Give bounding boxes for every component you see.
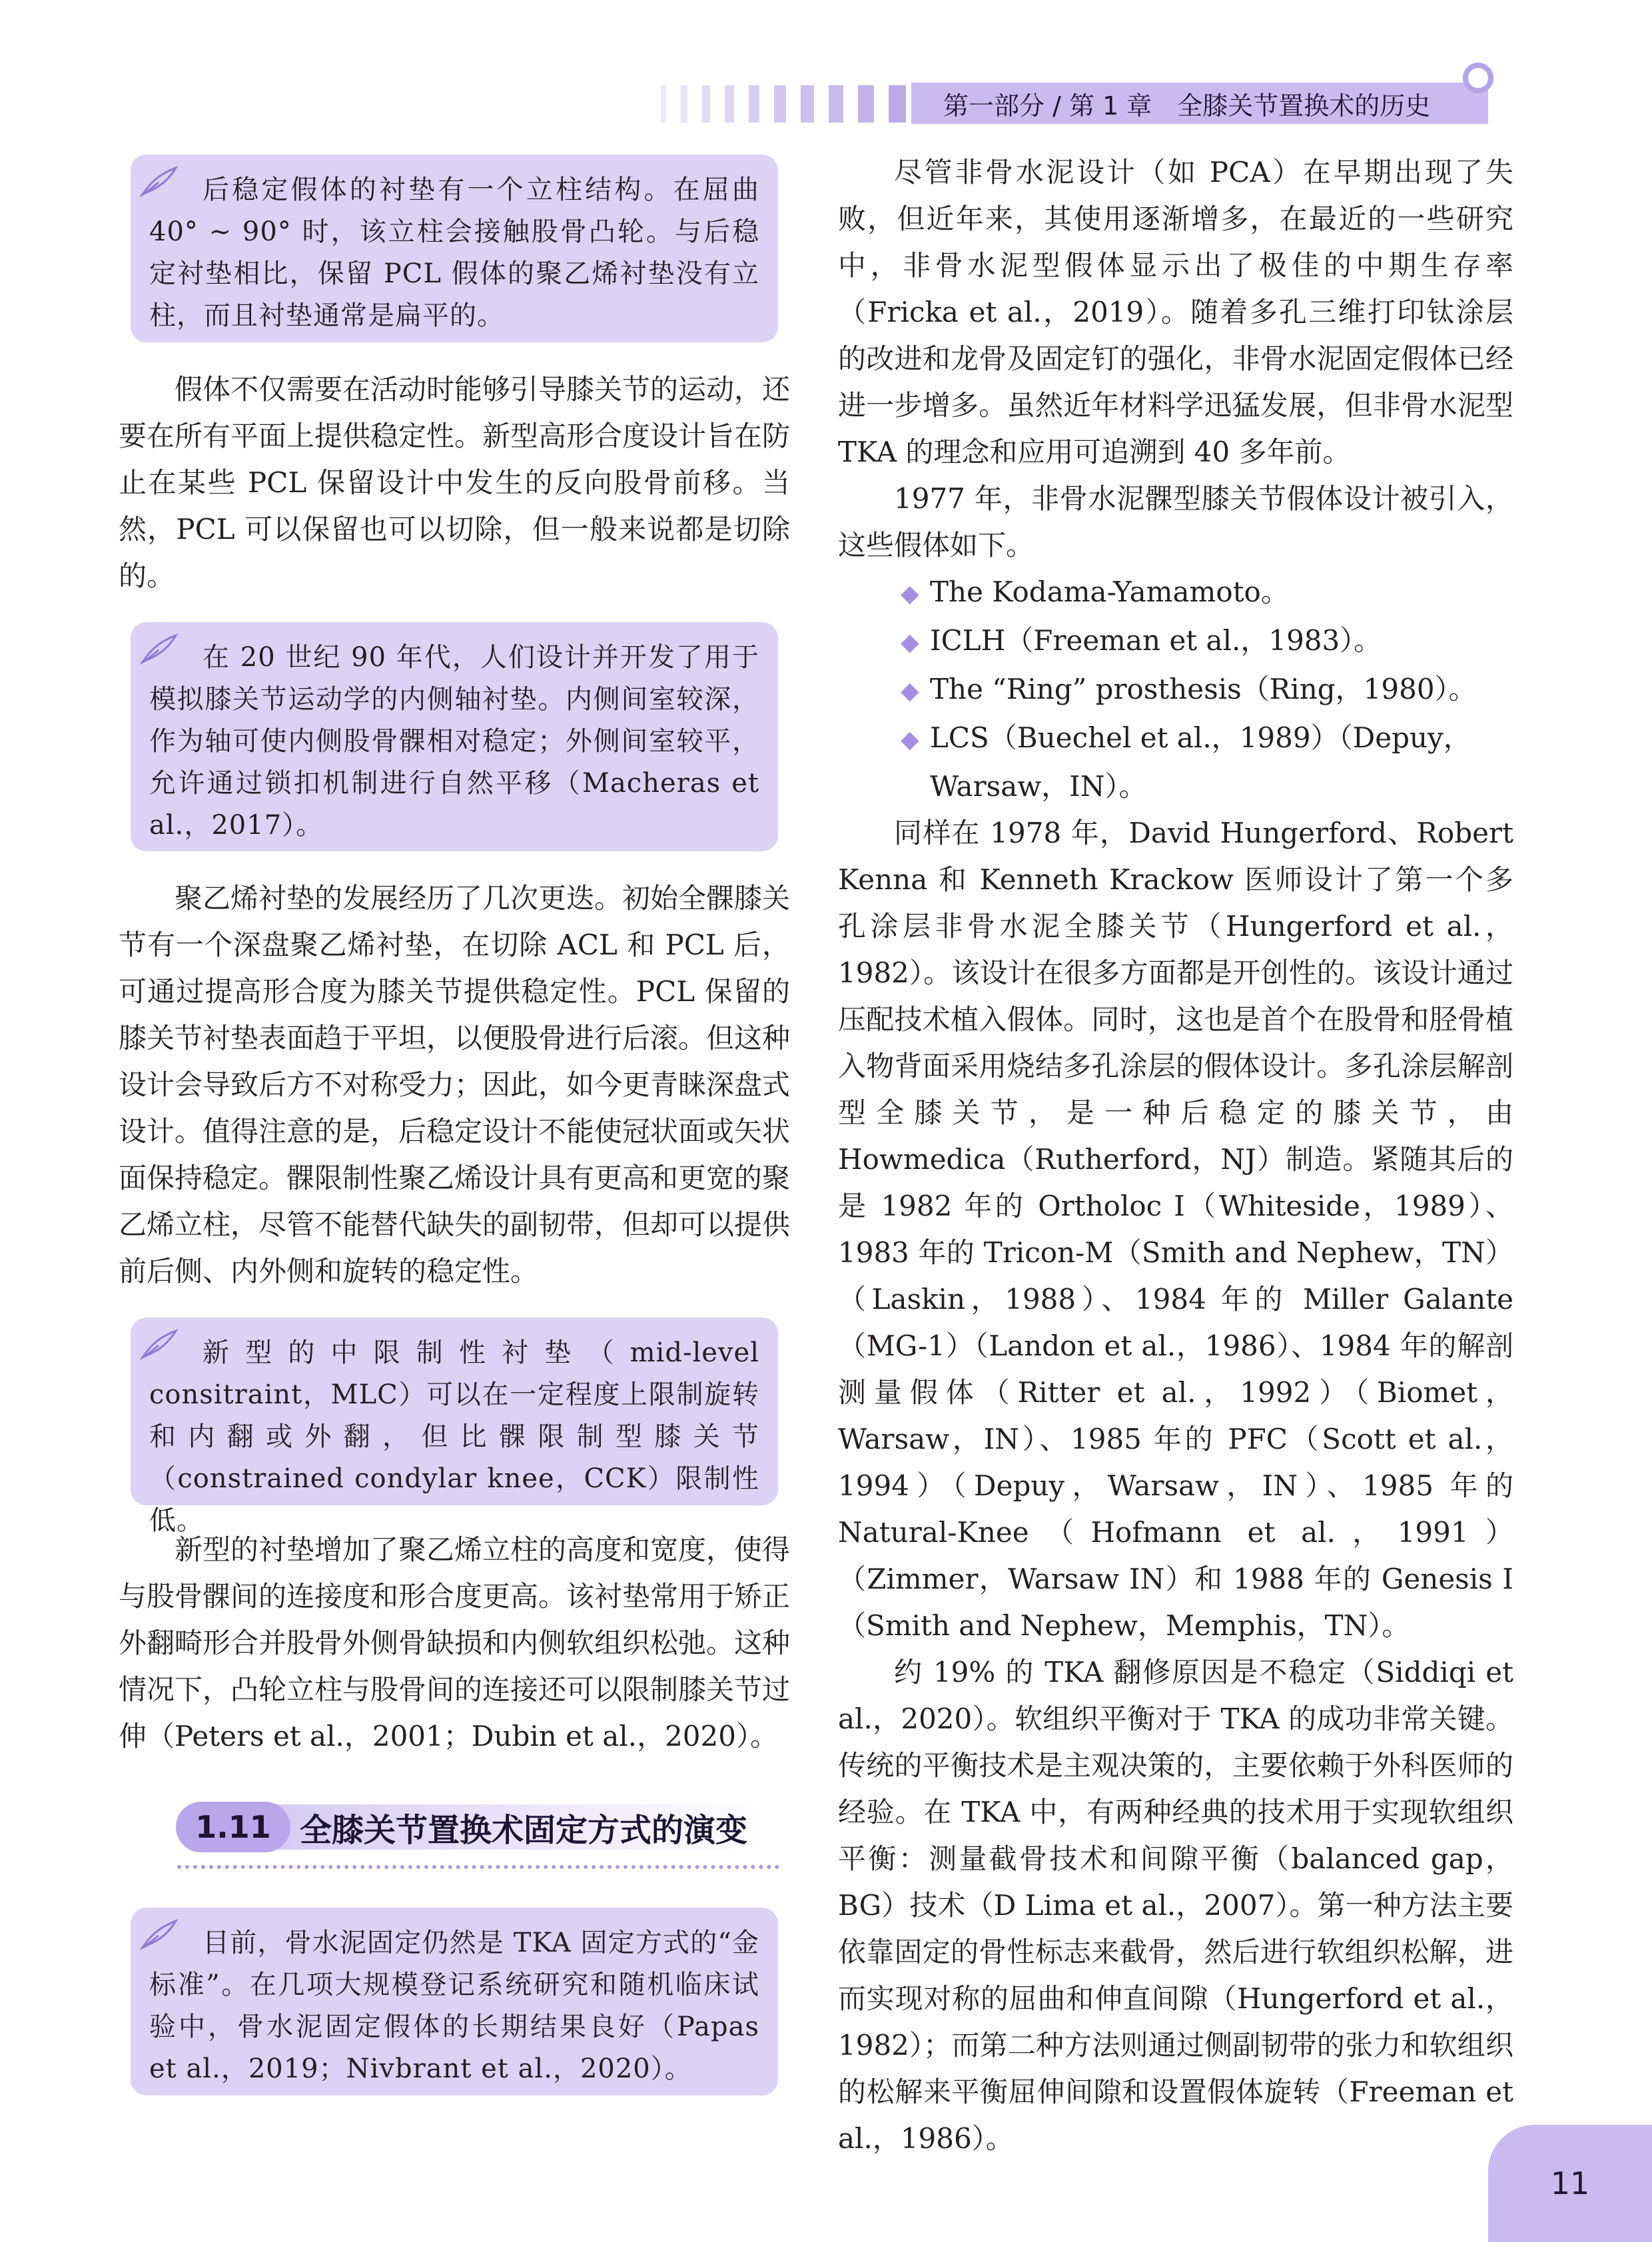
list-item: ◆ LCS（Buechel et al.，1989）（Depuy，Warsaw，IN）。 — [838, 715, 1513, 810]
list-item: ◆ The “Ring” prosthesis（Ring，1980）。 — [838, 666, 1513, 715]
paragraph: 尽管非骨水泥设计（如 PCA）在早期出现了失败，但近年来，其使用逐渐增多，在最近的一些研究中，非骨水泥型假体显示出了极佳的中期生存率（Fricka et al.，2019）。随着多孔三维打印钛涂层的改进和龙骨及固定钉的强化，非骨水泥固定假体已经进一步增多。虽然近年材料学迅猛发展，但非骨水泥型 TKA 的理念和应用可追溯到 40 多年前。 — [838, 156, 1513, 468]
diamond-bullet-icon: ◆ — [901, 726, 919, 753]
feather-icon — [139, 163, 181, 200]
note-box-4 — [131, 1908, 778, 2095]
left-para-1-wrap — [119, 366, 790, 599]
note-box-1 — [131, 155, 778, 342]
note-text: 新型的中限制性衬垫（mid-level consitraint，MLC）可以在一定程度上限制旋转和内翻或外翻，但比髁限制型膝关节（constrained condylar knee，CCK）限制性低。 — [149, 1337, 759, 1536]
note-text: 目前，骨水泥固定仍然是 TKA 固定方式的“金标准”。在几项大规模登记系统研究和随机临床试验中，骨水泥固定假体的长期结果良好（Papas et al.，2019；Nivbrant et al.，2020）。 — [149, 1928, 759, 2084]
paragraph: 同样在 1978 年，David Hungerford、Robert Kenna 和 Kenneth Krackow 医师设计了第一个多孔涂层非骨水泥全膝关节（Hungerford et al.，1982）。该设计在很多方面都是开创性的。该设计通过压配技术植入假体。同时，这也是首个在股骨和胫骨植入物背面采用烧结多孔涂层的假体设计。多孔涂层解剖型全膝关节，是一种后稳定的膝关节，由 Howmedica（Rutherford，NJ）制造。紧随其后的是 1982 年的 Ortholoc I（Whiteside，1989）、1983 年的 Tricon-M（Smith and Nephew，TN）（Laskin，1988）、1984 年的 Miller Galante（MG-1）（Landon et al.，1986）、1984 年的解剖测量假体（Ritter et al.，1992）（Biomet，Warsaw，IN）、1985 年的 PFC（Scott et al.，1994）（Depuy，Warsaw，IN）、1985 年的 Natural-Knee（Hofmann et al.，1991）（Zimmer，Warsaw IN）和 1988 年的 Genesis I（Smith and Nephew，Memphis，TN）。 — [838, 817, 1513, 1642]
note-text: 后稳定假体的衬垫有一个立柱结构。在屈曲 40° ~ 90° 时，该立柱会接触股骨凸轮。与后稳定衬垫相比，保留 PCL 假体的聚乙烯衬垫没有立柱，而且衬垫通常是扁平的。 — [149, 175, 759, 331]
paragraph: 约 19% 的 TKA 翻修原因是不稳定（Siddiqi et al.，2020）。软组织平衡对于 TKA 的成功非常关键。传统的平衡技术是主观决策的，主要依赖于外科医师的经验。在 TKA 中，有两种经典的技术用于实现软组织平衡：测量截骨技术和间隙平衡（balanced gap，BG）技术（D Lima et al.，2007）。第一种方法主要依靠固定的骨性标志来截骨，然后进行软组织松解，进而实现对称的屈曲和伸直间隙（Hungerford et al.，1982）；而第二种方法则通过侧副韧带的张力和软组织的松解来平衡屈伸间隙和设置假体旋转（Freeman et al.，1986）。 — [838, 1656, 1513, 2155]
feather-icon — [139, 1916, 181, 1953]
diamond-bullet-icon: ◆ — [901, 677, 919, 705]
section-heading — [176, 1802, 789, 1852]
note-box-3 — [131, 1317, 778, 1536]
header-stripes — [661, 85, 914, 123]
section-divider — [177, 1865, 779, 1869]
running-header — [911, 83, 1488, 124]
paragraph: 新型的衬垫增加了聚乙烯立柱的高度和宽度，使得与股骨髁间的连接度和形合度更高。该衬垫常用于矫正外翻畸形合并股骨外侧骨缺损和内侧软组织松弛。这种情况下，凸轮立柱与股骨间的连接还可以限制膝关节过伸（Peters et al.，2001；Dubin et al.，2020）。 — [119, 1533, 791, 1752]
feather-icon — [139, 1325, 181, 1363]
left-para-2-wrap — [119, 875, 790, 1295]
list-item: ◆ ICLH（Freeman et al.，1983）。 — [838, 617, 1513, 666]
left-para-3-wrap — [119, 1527, 790, 1760]
feather-icon — [139, 630, 181, 667]
page-number: 11 — [1488, 2125, 1652, 2242]
section-number: 1.11 — [176, 1802, 290, 1852]
note-text: 在 20 世纪 90 年代，人们设计并开发了用于模拟膝关节运动学的内侧轴衬垫。内侧间室较深，作为轴可使内侧股骨髁相对稳定；外侧间室较平，允许通过锁扣机制进行自然平移（Macheras et al.，2017）。 — [149, 642, 759, 841]
diamond-bullet-icon: ◆ — [901, 629, 919, 656]
prosthesis-list — [838, 569, 1513, 810]
paragraph: 聚乙烯衬垫的发展经历了几次更迭。初始全髁膝关节有一个深盘聚乙烯衬垫，在切除 ACL 和 PCL 后，可通过提高形合度为膝关节提供稳定性。PCL 保留的膝关节衬垫表面趋于平坦，以便股骨进行后滚。但这种设计会导致后方不对称受力；因此，如今更青睐深盘式设计。值得注意的是，后稳定设计不能使冠状面或矢状面保持稳定。髁限制性聚乙烯设计具有更高和更宽的聚乙烯立柱，尽管不能替代缺失的副韧带，但却可以提供前后侧、内外侧和旋转的稳定性。 — [119, 882, 791, 1288]
right-column — [838, 149, 1513, 2162]
list-item: ◆ The Kodama-Yamamoto。 — [838, 569, 1513, 617]
paragraph: 假体不仅需要在活动时能够引导膝关节的运动，还要在所有平面上提供稳定性。新型高形合度设计旨在防止在某些 PCL 保留设计中发生的反向股骨前移。当然，PCL 可以保留也可以切除，但一般来说都是切除的。 — [119, 373, 791, 592]
diamond-bullet-icon: ◆ — [901, 580, 919, 607]
paragraph: 1977 年，非骨水泥髁型膝关节假体设计被引入，这些假体如下。 — [838, 482, 1513, 561]
breadcrumb: 第一部分 / 第 1 章 全膝关节置换术的历史 — [943, 91, 1431, 121]
note-box-2 — [131, 622, 778, 851]
section-title: 全膝关节置换术固定方式的演变 — [300, 1811, 748, 1849]
